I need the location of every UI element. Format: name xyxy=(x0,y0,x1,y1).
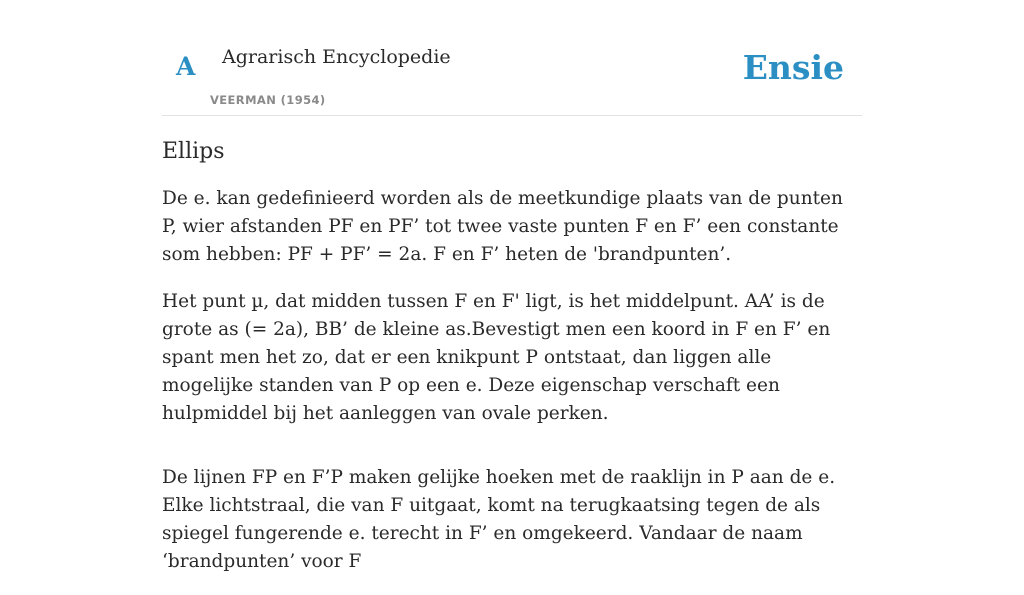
header xyxy=(162,0,862,116)
entry-content xyxy=(162,138,862,595)
entry-paragraph: De e. kan gedefinieerd worden als de meetkundige plaats van de punten P, wier afstanden PF en PF’ tot twee vaste punten F en F’ een constante som hebben: PF + PF’ = 2a. F en F’ heten de 'brandpunten’. xyxy=(162,187,843,265)
entry-title: Ellips xyxy=(162,139,225,164)
book-title[interactable]: Agrarisch Encyclopedie xyxy=(222,46,451,68)
entry-paragraph: Het punt µ, dat midden tussen F en F' ligt, is het middelpunt. AA’ is de grote as (= 2a), BB’ de kleine as.Bevestigt men een koord in F en F’ en spant men het zo, dat er een knikpunt P ontstaat, dan liggen alle mogelijke standen van P op een e. Deze eigenschap verschaft een hulpmiddel bij het aanleggen van ovale perken. xyxy=(162,290,831,424)
brand-logo[interactable]: Ensie xyxy=(742,48,844,87)
entry-paragraph: De lijnen FP en F’P maken gelijke hoeken met de raaklijn in P aan de e. Elke lichtstraal, die van F uitgaat, komt na terugkaatsing tegen de als spiegel fungerende e. terecht in F’ en omgekeerd. Vandaar de naam ‘brandpunten’ voor F xyxy=(162,466,836,572)
book-author-year: VEERMAN (1954) xyxy=(210,93,326,107)
book-logo-icon[interactable]: A xyxy=(176,52,196,81)
